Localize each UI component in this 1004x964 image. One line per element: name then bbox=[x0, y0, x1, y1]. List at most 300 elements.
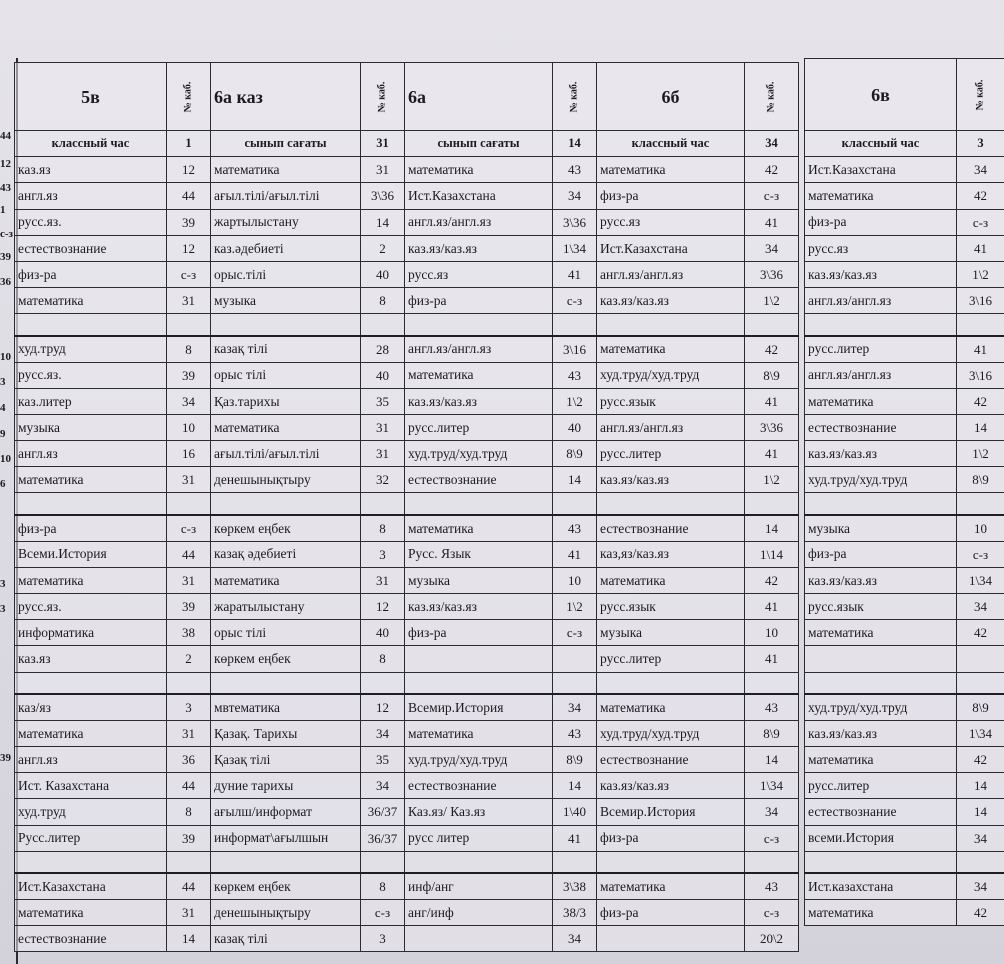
cabinet-cell bbox=[745, 493, 799, 515]
lesson-row bbox=[805, 720, 1004, 746]
subject-cell: музыка bbox=[211, 288, 361, 314]
gap-row bbox=[15, 493, 799, 515]
subject-cell: физ-ра bbox=[597, 899, 745, 925]
subject-cell: русс.язык bbox=[805, 594, 957, 620]
cabinet-cell: 14 bbox=[553, 773, 597, 799]
subject-cell: Ист.казахстана bbox=[805, 873, 957, 899]
cabinet-cell: 1\34 bbox=[957, 567, 1004, 593]
cabinet-header bbox=[361, 63, 405, 131]
cabinet-cell: 40 bbox=[361, 261, 405, 287]
subject-cell: физ-ра bbox=[405, 620, 553, 646]
lesson-row bbox=[805, 899, 1004, 925]
subject-cell: орыс.тілі bbox=[211, 261, 361, 287]
cabinet-cell: 34 bbox=[167, 388, 211, 414]
cabinet-cell: 41 bbox=[957, 235, 1004, 261]
lesson-row bbox=[805, 235, 1004, 261]
subject-cell: математика bbox=[597, 873, 745, 899]
subject-cell: естествознание bbox=[15, 235, 167, 261]
subject-cell: денешынықтыру bbox=[211, 467, 361, 493]
cabinet-cell: 8\9 bbox=[957, 694, 1004, 720]
lesson-row bbox=[15, 261, 799, 287]
cabinet-cell: 44 bbox=[167, 773, 211, 799]
subject-cell: Каз.яз/ Каз.яз bbox=[405, 799, 553, 825]
subject-cell bbox=[405, 926, 553, 952]
subject-cell: математика bbox=[15, 467, 167, 493]
cabinet-cell: 43 bbox=[553, 157, 597, 183]
subject-cell: көркем еңбек bbox=[211, 515, 361, 541]
cabinet-cell: 34 bbox=[957, 825, 1004, 851]
subject-cell: Қазақ. Тарихы bbox=[211, 720, 361, 746]
cabinet-cell: 14 bbox=[553, 131, 597, 157]
cabinet-cell: 3 bbox=[167, 694, 211, 720]
lesson-row bbox=[805, 336, 1004, 362]
subject-cell: денешынықтыру bbox=[211, 899, 361, 925]
lesson-row bbox=[15, 183, 799, 209]
cabinet-cell: 42 bbox=[957, 388, 1004, 414]
cabinet-cell: 39 bbox=[167, 362, 211, 388]
cabinet-cell: 43 bbox=[745, 694, 799, 720]
cabinet-cell: 42 bbox=[745, 567, 799, 593]
cabinet-cell: 43 bbox=[553, 362, 597, 388]
subject-cell: классный час bbox=[597, 131, 745, 157]
subject-cell: Ист. Казахстана bbox=[15, 773, 167, 799]
cabinet-cell: 42 bbox=[957, 899, 1004, 925]
subject-cell: русс.яз. bbox=[15, 209, 167, 235]
subject-cell bbox=[805, 493, 957, 515]
cabinet-cell: 10 bbox=[167, 414, 211, 440]
subject-cell: естествознание bbox=[805, 414, 957, 440]
gap-row bbox=[15, 672, 799, 694]
cabinet-cell: 41 bbox=[553, 825, 597, 851]
cabinet-cell: 44 bbox=[167, 183, 211, 209]
cabinet-header bbox=[957, 59, 1004, 131]
cabinet-cell: 38 bbox=[167, 620, 211, 646]
lesson-row bbox=[15, 515, 799, 541]
subject-cell: худ.труд/худ.труд bbox=[805, 467, 957, 493]
subject-cell: худ.труд/худ.труд bbox=[597, 720, 745, 746]
lesson-row bbox=[805, 567, 1004, 593]
subject-cell bbox=[211, 672, 361, 694]
lesson-row bbox=[15, 899, 799, 925]
cabinet-cell: с-з bbox=[745, 183, 799, 209]
subject-cell: математика bbox=[805, 183, 957, 209]
lesson-row bbox=[15, 620, 799, 646]
cabinet-header bbox=[553, 63, 597, 131]
cabinet-cell: 42 bbox=[745, 157, 799, 183]
cabinet-cell bbox=[553, 851, 597, 873]
subject-cell: математика bbox=[805, 899, 957, 925]
cabinet-cell: 14 bbox=[957, 773, 1004, 799]
subject-cell: ағыл.тілі/ағыл.тілі bbox=[211, 441, 361, 467]
subject-cell bbox=[597, 672, 745, 694]
cabinet-cell: 34 bbox=[745, 799, 799, 825]
subject-cell: музыка bbox=[405, 567, 553, 593]
lesson-row bbox=[15, 362, 799, 388]
cabinet-cell: 41 bbox=[745, 388, 799, 414]
cabinet-cell: 28 bbox=[361, 336, 405, 362]
subject-cell: худ.труд/худ.труд bbox=[597, 362, 745, 388]
subject-cell: дуние тарихы bbox=[211, 773, 361, 799]
lesson-row bbox=[805, 646, 1004, 672]
cabinet-cell: 3\36 bbox=[361, 183, 405, 209]
cabinet-cell: 8 bbox=[361, 288, 405, 314]
subject-cell bbox=[15, 672, 167, 694]
subject-cell bbox=[597, 314, 745, 336]
subject-cell: русс.яз bbox=[805, 235, 957, 261]
cabinet-header bbox=[167, 63, 211, 131]
cut-cabinet-number: с-з bbox=[0, 228, 13, 240]
subject-cell: информатика bbox=[15, 620, 167, 646]
subject-cell bbox=[597, 926, 745, 952]
subject-cell: казақ әдебиеті bbox=[211, 541, 361, 567]
subject-cell bbox=[805, 851, 957, 873]
subject-cell: русс.яз bbox=[405, 261, 553, 287]
cut-cabinet-number: 6 bbox=[0, 478, 6, 490]
cabinet-cell bbox=[957, 851, 1004, 873]
cabinet-cell: 31 bbox=[167, 288, 211, 314]
cabinet-cell: 16 bbox=[167, 441, 211, 467]
cabinet-cell: 43 bbox=[745, 873, 799, 899]
cabinet-cell: 34 bbox=[361, 720, 405, 746]
cabinet-cell: 42 bbox=[957, 746, 1004, 772]
subject-cell: мвтематика bbox=[211, 694, 361, 720]
cabinet-cell bbox=[745, 672, 799, 694]
cut-cabinet-number: 10 bbox=[0, 351, 11, 363]
cabinet-cell: с-з bbox=[167, 261, 211, 287]
cut-cabinet-number: 3 bbox=[0, 578, 6, 590]
class-header: 6в bbox=[805, 59, 957, 131]
subject-cell: математика bbox=[405, 720, 553, 746]
subject-cell: русс литер bbox=[405, 825, 553, 851]
cabinet-cell: 40 bbox=[361, 620, 405, 646]
cabinet-cell bbox=[167, 851, 211, 873]
cabinet-cell: 3\16 bbox=[957, 362, 1004, 388]
cabinet-cell: 14 bbox=[553, 467, 597, 493]
cabinet-cell: 8 bbox=[361, 646, 405, 672]
subject-cell: музыка bbox=[597, 620, 745, 646]
subject-cell: математика bbox=[405, 515, 553, 541]
lesson-row bbox=[805, 694, 1004, 720]
subject-cell: инф/анг bbox=[405, 873, 553, 899]
gap-row bbox=[805, 493, 1004, 515]
lesson-row bbox=[805, 541, 1004, 567]
gap-row bbox=[805, 314, 1004, 336]
cabinet-cell: 8\9 bbox=[553, 746, 597, 772]
subject-cell: ағылш/информат bbox=[211, 799, 361, 825]
lesson-row bbox=[805, 773, 1004, 799]
gap-row bbox=[805, 672, 1004, 694]
subject-cell: каз.яз/каз.яз bbox=[597, 467, 745, 493]
cabinet-cell: с-з bbox=[957, 541, 1004, 567]
subject-cell: ағыл.тілі/ағыл.тілі bbox=[211, 183, 361, 209]
cabinet-cell: 34 bbox=[957, 157, 1004, 183]
lesson-row bbox=[15, 157, 799, 183]
cabinet-cell: 8\9 bbox=[957, 467, 1004, 493]
subject-cell: русс.литер bbox=[597, 646, 745, 672]
lesson-row bbox=[805, 157, 1004, 183]
subject-cell: англ.яз/англ.яз bbox=[597, 261, 745, 287]
schedule-table-6v bbox=[804, 58, 1004, 926]
cabinet-cell bbox=[361, 314, 405, 336]
cabinet-cell: 10 bbox=[957, 515, 1004, 541]
cabinet-cell: 42 bbox=[745, 336, 799, 362]
cabinet-cell: 14 bbox=[167, 926, 211, 952]
cabinet-cell: 38/3 bbox=[553, 899, 597, 925]
subject-cell: математика bbox=[805, 746, 957, 772]
lesson-row bbox=[805, 825, 1004, 851]
cabinet-cell: 12 bbox=[361, 694, 405, 720]
cabinet-cell: 36 bbox=[167, 746, 211, 772]
lesson-row bbox=[15, 926, 799, 952]
subject-cell: каз/яз bbox=[15, 694, 167, 720]
cabinet-cell: 39 bbox=[167, 209, 211, 235]
subject-cell: худ.труд bbox=[15, 336, 167, 362]
cabinet-cell: с-з bbox=[167, 515, 211, 541]
subject-cell: худ.труд/худ.труд bbox=[805, 694, 957, 720]
subject-cell bbox=[805, 646, 957, 672]
header-row bbox=[15, 63, 799, 131]
cabinet-cell: 1\2 bbox=[957, 441, 1004, 467]
subject-cell: Русс.литер bbox=[15, 825, 167, 851]
subject-cell: математика bbox=[15, 567, 167, 593]
class-header: 5в bbox=[15, 63, 167, 131]
subject-cell: классный час bbox=[805, 131, 957, 157]
subject-cell: русс.яз. bbox=[15, 362, 167, 388]
cabinet-cell: 1\2 bbox=[553, 594, 597, 620]
subject-cell: Қазақ тілі bbox=[211, 746, 361, 772]
cabinet-cell: 39 bbox=[167, 594, 211, 620]
cut-cabinet-number: 9 bbox=[0, 428, 6, 440]
cabinet-cell: 14 bbox=[957, 799, 1004, 825]
cabinet-cell bbox=[553, 646, 597, 672]
cabinet-cell: 8 bbox=[167, 799, 211, 825]
subject-cell bbox=[405, 493, 553, 515]
lesson-row bbox=[15, 825, 799, 851]
lesson-row bbox=[15, 694, 799, 720]
cabinet-cell: 31 bbox=[361, 157, 405, 183]
cabinet-cell: 2 bbox=[167, 646, 211, 672]
lesson-row bbox=[15, 209, 799, 235]
subject-cell: физ-ра bbox=[805, 541, 957, 567]
subject-cell: англ.яз bbox=[15, 746, 167, 772]
cabinet-cell: 3\38 bbox=[553, 873, 597, 899]
lesson-row bbox=[805, 441, 1004, 467]
cabinet-cell bbox=[361, 851, 405, 873]
subject-cell: русс.литер bbox=[805, 336, 957, 362]
subject-cell: каз.яз/каз.яз bbox=[805, 720, 957, 746]
cabinet-cell: 2 bbox=[361, 235, 405, 261]
cabinet-cell: 41 bbox=[745, 646, 799, 672]
cabinet-cell bbox=[553, 493, 597, 515]
subject-cell: русс.язык bbox=[597, 388, 745, 414]
subject-cell: математика bbox=[211, 567, 361, 593]
cabinet-cell: 40 bbox=[361, 362, 405, 388]
lesson-row bbox=[805, 388, 1004, 414]
subject-cell: Русс. Язык bbox=[405, 541, 553, 567]
cabinet-cell: 31 bbox=[167, 899, 211, 925]
cut-cabinet-number: 44 bbox=[0, 130, 11, 142]
subject-cell bbox=[15, 851, 167, 873]
subject-cell bbox=[805, 314, 957, 336]
cabinet-cell: с-з bbox=[745, 825, 799, 851]
cabinet-cell bbox=[957, 646, 1004, 672]
subject-cell: Ист.Казахстана bbox=[805, 157, 957, 183]
subject-cell: физ-ра bbox=[597, 183, 745, 209]
subject-cell: русс.литер bbox=[405, 414, 553, 440]
cabinet-cell: 8 bbox=[361, 515, 405, 541]
cabinet-cell bbox=[167, 314, 211, 336]
cabinet-cell: 44 bbox=[167, 873, 211, 899]
cabinet-cell: с-з bbox=[553, 620, 597, 646]
lesson-row bbox=[15, 235, 799, 261]
subject-cell: физ-ра bbox=[15, 515, 167, 541]
cabinet-cell: 3\16 bbox=[957, 288, 1004, 314]
subject-cell bbox=[405, 646, 553, 672]
cabinet-cell: 8\9 bbox=[553, 441, 597, 467]
subject-cell: математика bbox=[15, 720, 167, 746]
cut-cabinet-number: 43 bbox=[0, 182, 11, 194]
cabinet-cell: с-з bbox=[957, 209, 1004, 235]
cabinet-cell: 31 bbox=[361, 567, 405, 593]
cut-cabinet-number: 4 bbox=[0, 402, 6, 414]
cabinet-cell bbox=[745, 314, 799, 336]
lesson-row bbox=[805, 261, 1004, 287]
subject-cell: математика bbox=[15, 899, 167, 925]
cut-cabinet-number: 1 bbox=[0, 204, 6, 216]
lesson-row bbox=[15, 414, 799, 440]
lesson-row bbox=[15, 388, 799, 414]
cabinet-cell: 14 bbox=[957, 414, 1004, 440]
cabinet-cell: 3 bbox=[957, 131, 1004, 157]
subject-cell: жаратылыстану bbox=[211, 594, 361, 620]
header-row bbox=[805, 59, 1004, 131]
subject-cell: каз.яз/каз.яз bbox=[405, 235, 553, 261]
subject-cell: каз.яз/каз.яз bbox=[597, 773, 745, 799]
lesson-row bbox=[15, 720, 799, 746]
cabinet-cell: 43 bbox=[553, 720, 597, 746]
cut-cabinet-number: 39 bbox=[0, 251, 11, 263]
gap-row bbox=[15, 851, 799, 873]
cabinet-cell: 36/37 bbox=[361, 799, 405, 825]
cabinet-cell: 31 bbox=[167, 720, 211, 746]
cabinet-cell: 35 bbox=[361, 388, 405, 414]
subject-cell: математика bbox=[211, 414, 361, 440]
subject-cell: математика bbox=[597, 567, 745, 593]
lesson-row bbox=[15, 646, 799, 672]
cabinet-cell: 3 bbox=[361, 926, 405, 952]
cabinet-cell: 20\2 bbox=[745, 926, 799, 952]
cabinet-cell: 31 bbox=[361, 131, 405, 157]
cabinet-cell: 14 bbox=[745, 515, 799, 541]
cabinet-cell: 8\9 bbox=[745, 720, 799, 746]
cabinet-cell: 41 bbox=[553, 541, 597, 567]
lesson-row bbox=[805, 594, 1004, 620]
cabinet-cell: 44 bbox=[167, 541, 211, 567]
cabinet-header-label: № каб. bbox=[568, 81, 580, 112]
lesson-row bbox=[805, 183, 1004, 209]
subject-cell bbox=[15, 493, 167, 515]
subject-cell: математика bbox=[597, 157, 745, 183]
cabinet-cell: 14 bbox=[745, 746, 799, 772]
cabinet-cell: 1 bbox=[167, 131, 211, 157]
lesson-row bbox=[15, 467, 799, 493]
subject-cell: математика bbox=[15, 288, 167, 314]
cabinet-cell: с-з bbox=[361, 899, 405, 925]
cabinet-cell: 34 bbox=[553, 694, 597, 720]
lesson-row bbox=[805, 209, 1004, 235]
subject-cell: физ-ра bbox=[597, 825, 745, 851]
cabinet-cell: 3\36 bbox=[745, 414, 799, 440]
cabinet-cell: 3\36 bbox=[553, 209, 597, 235]
subject-cell: русс.язык bbox=[597, 594, 745, 620]
subject-cell: русс.яз. bbox=[15, 594, 167, 620]
subject-cell: Ист.Казахстана bbox=[597, 235, 745, 261]
lesson-row bbox=[805, 362, 1004, 388]
subject-cell bbox=[15, 314, 167, 336]
subject-cell: естествознание bbox=[405, 467, 553, 493]
subject-cell: всеми.История bbox=[805, 825, 957, 851]
cabinet-cell: 31 bbox=[167, 567, 211, 593]
class-header: 6а каз bbox=[211, 63, 361, 131]
lesson-row bbox=[805, 873, 1004, 899]
cabinet-cell: 3\36 bbox=[745, 261, 799, 287]
subject-cell bbox=[405, 314, 553, 336]
cabinet-cell: 1\2 bbox=[745, 467, 799, 493]
lesson-row bbox=[805, 467, 1004, 493]
subject-cell bbox=[405, 851, 553, 873]
class-header: 6а bbox=[405, 63, 553, 131]
cabinet-cell: 12 bbox=[167, 157, 211, 183]
cabinet-cell: 1\34 bbox=[957, 720, 1004, 746]
cabinet-cell: 10 bbox=[745, 620, 799, 646]
subject-cell: математика bbox=[805, 620, 957, 646]
subject-cell: русс.яз bbox=[597, 209, 745, 235]
cabinet-cell: 32 bbox=[361, 467, 405, 493]
cabinet-cell: с-з bbox=[553, 288, 597, 314]
cabinet-cell: 1\34 bbox=[553, 235, 597, 261]
cabinet-cell: 31 bbox=[361, 414, 405, 440]
cabinet-cell: 43 bbox=[553, 515, 597, 541]
cabinet-cell: 34 bbox=[957, 594, 1004, 620]
cabinet-cell: 1\2 bbox=[745, 288, 799, 314]
subject-cell: англ.яз/англ.яз bbox=[405, 336, 553, 362]
cabinet-cell bbox=[361, 672, 405, 694]
subject-cell: англ.яз/англ.яз bbox=[805, 288, 957, 314]
subject-cell: жартылыстану bbox=[211, 209, 361, 235]
lesson-row bbox=[805, 515, 1004, 541]
subject-cell: каз,яз/каз.яз bbox=[597, 541, 745, 567]
subject-cell: орыс тілі bbox=[211, 620, 361, 646]
subject-cell: каз.яз/каз.яз bbox=[805, 261, 957, 287]
subject-cell: физ-ра bbox=[405, 288, 553, 314]
cabinet-cell: 8 bbox=[167, 336, 211, 362]
cabinet-cell bbox=[957, 493, 1004, 515]
cabinet-cell bbox=[553, 314, 597, 336]
lesson-row bbox=[15, 336, 799, 362]
cabinet-cell: 1\40 bbox=[553, 799, 597, 825]
lesson-row bbox=[15, 746, 799, 772]
cabinet-cell bbox=[957, 672, 1004, 694]
subject-cell bbox=[405, 672, 553, 694]
cabinet-cell: 40 bbox=[553, 414, 597, 440]
subject-cell: каз.литер bbox=[15, 388, 167, 414]
subject-cell: естествознание bbox=[597, 515, 745, 541]
cabinet-cell: 41 bbox=[957, 336, 1004, 362]
cabinet-cell bbox=[167, 493, 211, 515]
schedule-table-main bbox=[14, 62, 799, 952]
cabinet-cell: 12 bbox=[167, 235, 211, 261]
subject-cell: каз.яз/каз.яз bbox=[597, 288, 745, 314]
